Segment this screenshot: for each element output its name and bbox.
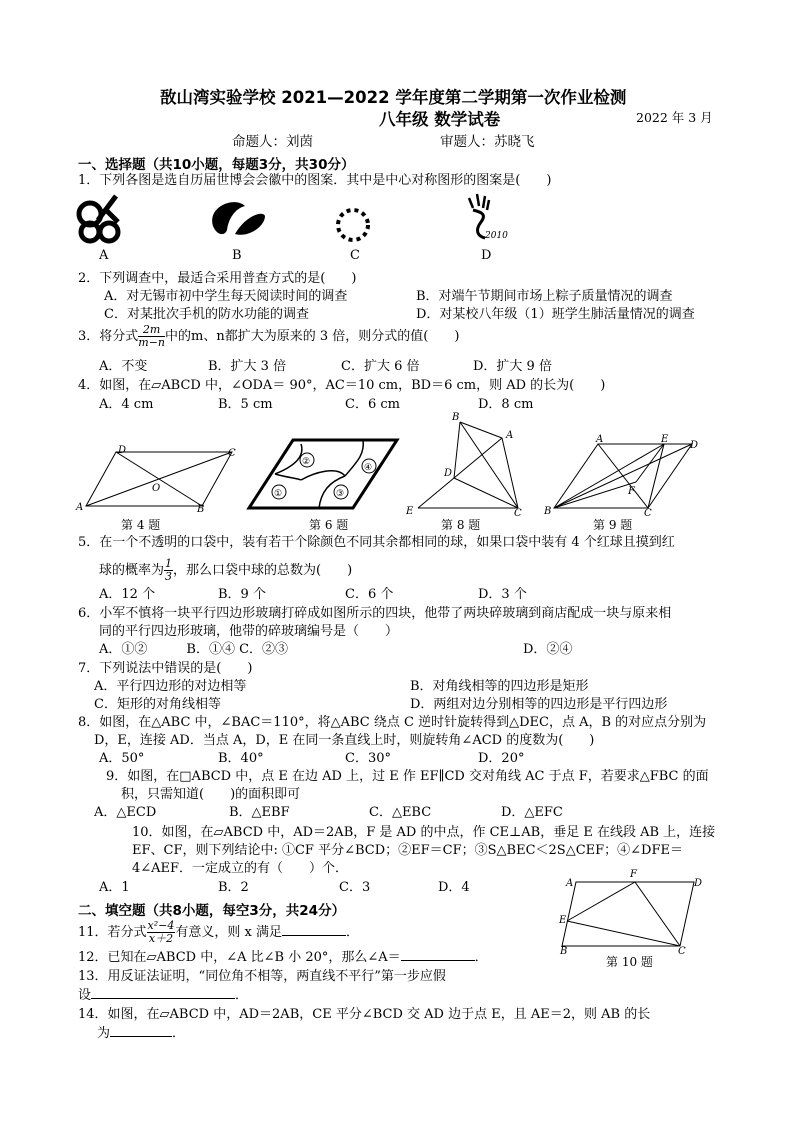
fig9-label-a: A — [596, 434, 604, 445]
q8-option-a: A．50° — [99, 751, 145, 766]
q11-frac-den: x＋2 — [148, 932, 174, 945]
question-3 — [78, 324, 459, 349]
fig4-label-d: D — [118, 445, 127, 456]
reviewer: 审题人：苏晓飞 — [440, 134, 535, 150]
question-7: 7．下列说法中错误的是( ) — [78, 661, 253, 676]
fig9-label-f: F — [628, 486, 635, 497]
q11-prefix: 11．若分式 — [78, 925, 147, 940]
q5-option-a: A．12 个 — [99, 587, 156, 602]
q2-option-d: D．对某校八年级（1）班学生肺活量情况的调查 — [416, 307, 695, 322]
fig10-label-b: B — [560, 946, 568, 957]
question-8-line-2: D，E，连接 AD．当点 A，D，E 在同一条直线上时，则旋转角∠ACD 的度数为( ) — [94, 733, 595, 748]
q1-logo-c-icon — [334, 206, 374, 246]
fig6-piece-1: ① — [274, 489, 283, 499]
q3-option-c: C．扩大 6 倍 — [341, 359, 420, 374]
q7-option-a: A．平行四边形的对边相等 — [94, 679, 247, 694]
q7-option-c: C．矩形的对角线相等 — [94, 697, 221, 712]
question-13-line-1: 13．用反证法证明，“同位角不相等，两直线不平行”第一步应假 — [78, 969, 446, 984]
page-subtitle: 八年级 数学试卷 — [379, 110, 501, 129]
q4-option-a: A．4 cm — [99, 397, 154, 412]
q1-label-a: A — [99, 248, 109, 263]
q14-answer-blank[interactable] — [110, 1036, 172, 1037]
fig4-label-a: A — [76, 502, 84, 513]
q12-end: ． — [474, 950, 488, 965]
q11-suffix: 有意义，则 x 满足 — [175, 925, 282, 940]
question-5-line-2 — [99, 558, 352, 583]
q1-logo-d-year: 2010 — [485, 231, 508, 241]
question-5-line-1: 5．在一个不透明的口袋中，装有若干个除颜色不同其余都相同的球，如果口袋中装有 4 个红球且摸到红 — [78, 535, 675, 550]
q10-option-b: B．2 — [218, 880, 249, 895]
q3-option-b: B．扩大 3 倍 — [208, 359, 287, 374]
q5-frac-num: 1 — [165, 557, 173, 570]
question-10-line-2: EF、CF，则下列结论中: ①CF 平分∠BCD；②EF＝CF；③S△BEC＜2S△CEF；④∠DFE＝ — [132, 843, 683, 858]
fig4-label-b: B — [197, 504, 205, 515]
q1-label-d: D — [481, 248, 492, 263]
question-11 — [78, 920, 359, 945]
question-14-line-1: 14．如图，在▱ABCD 中，AD＝2AB，CE 平分∠BCD 交 AD 边于点 E，且 AE＝2，则 AB 的长 — [78, 1007, 651, 1022]
q4-option-b: B．5 cm — [218, 397, 273, 412]
fig8-label-b: B — [452, 412, 460, 423]
q9-option-b: B．△EBF — [229, 805, 290, 820]
q2-option-a: A．对无锡市初中学生每天阅读时间的调查 — [104, 289, 348, 304]
q1-label-b: B — [232, 248, 242, 263]
question-6-line-1: 6．小军不慎将一块平行四边形玻璃打碎成如图所示的四块，他带了两块碎玻璃到商店配成一块与原来相 — [78, 606, 672, 621]
q4-option-d: D．8 cm — [478, 397, 534, 412]
q10-option-c: C．3 — [339, 880, 371, 895]
q5-suffix: ，那么口袋中球的总数为( ) — [173, 563, 353, 578]
question-10-line-3: 4∠AEF．一定成立的有（ ）个． — [132, 861, 349, 876]
q13-answer-blank[interactable] — [91, 998, 235, 999]
q7-option-b: B．对角线相等的四边形是矩形 — [410, 679, 589, 694]
fig8-label-c: C — [514, 508, 522, 519]
q1-label-c: C — [350, 248, 360, 263]
fig10-label-e: E — [559, 915, 567, 926]
fig6-caption: 第 6 题 — [309, 518, 349, 532]
q12-text: 12．已知在▱ABCD 中，∠A 比∠B 小 20°，那么∠A＝ — [78, 950, 401, 965]
fig4-label-o: O — [152, 483, 161, 494]
q2-option-b: B．对端午节期间市场上粽子质量情况的调查 — [416, 289, 673, 304]
fig6-piece-4: ④ — [364, 463, 373, 473]
fig10-label-c: C — [678, 946, 686, 957]
q8-option-c: C．30° — [345, 751, 391, 766]
fig9-label-c: C — [644, 508, 652, 519]
q9-option-d: D．△EFC — [501, 805, 563, 820]
fig10-label-f: F — [630, 869, 637, 880]
q3-fraction — [138, 324, 165, 349]
fig9-label-b: B — [544, 506, 552, 517]
q5-prefix: 球的概率为 — [99, 563, 165, 578]
q3-frac-den: m−n — [138, 336, 166, 349]
q10-option-d: D．4 — [438, 880, 470, 895]
q13-end: ． — [235, 988, 249, 1003]
author: 命题人：刘茵 — [232, 134, 313, 150]
section-heading-fill: 二、填空题（共8小题，每空3分，共24分） — [78, 903, 346, 919]
q13-prefix: 设 — [78, 988, 92, 1003]
fig6-piece-3: ③ — [336, 489, 345, 499]
q5-fraction — [164, 558, 173, 583]
q5-frac-den: 3 — [165, 570, 173, 583]
fig4-label-c: C — [228, 448, 236, 459]
q14-prefix: 为 — [97, 1026, 111, 1041]
question-9-line-1: 9．如图，在□ABCD 中，点 E 在边 AD 上，过 E 作 EF∥CD 交对角线 AC 于点 F，若要求△FBC 的面 — [106, 769, 709, 784]
fig9-label-d: D — [690, 440, 699, 451]
figure-10 — [556, 866, 716, 956]
question-13-line-2 — [78, 987, 248, 1005]
q12-answer-blank[interactable] — [401, 960, 475, 961]
q11-end: ． — [346, 925, 360, 940]
figure-4 — [74, 440, 244, 515]
question-2: 2．下列调查中，最适合采用普查方式的是( ) — [78, 271, 357, 286]
q11-fraction — [147, 920, 176, 945]
question-8-line-1: 8．如图，在△ABC 中，∠BAC＝110°，将△ABC 绕点 C 逆时针旋转得到△DEC，点 A，B 的对应点分别为 — [78, 715, 707, 730]
q1-logo-b-icon — [205, 196, 267, 242]
exam-date: 2022 年 3 月 — [636, 110, 713, 125]
question-6-line-2: 同的平行四边形玻璃，他带的碎玻璃编号是（ ） — [99, 624, 399, 639]
q2-option-c: C．对某批次手机的防水功能的调查 — [104, 307, 309, 322]
q10-option-a: A．1 — [99, 880, 130, 895]
q3-frac-num: 2m — [138, 324, 165, 337]
q8-option-b: B．40° — [218, 751, 264, 766]
q11-answer-blank[interactable] — [282, 935, 346, 936]
fig9-label-e: E — [661, 434, 669, 445]
q8-option-d: D．20° — [478, 751, 525, 766]
q3-option-a: A．不变 — [99, 359, 148, 374]
figure-8 — [404, 410, 534, 519]
fig8-label-d: D — [444, 468, 453, 479]
fig10-label-d: D — [694, 878, 703, 889]
q3-option-d: D．扩大 9 倍 — [473, 359, 552, 374]
q4-option-c: C．6 cm — [345, 397, 400, 412]
question-9-line-2: 积，只需知道( )的面积即可 — [121, 787, 301, 802]
q6-options-abc: A．①② B．①④ C．②③ — [99, 642, 289, 657]
q1-logo-a-icon — [76, 192, 136, 247]
q3-suffix: 中的m、n都扩大为原来的 3 倍，则分式的值( ) — [165, 329, 460, 344]
fig8-label-e: E — [406, 506, 414, 517]
q9-option-a: A．△ECD — [94, 805, 157, 820]
q6-option-d: D．②④ — [523, 642, 573, 657]
q14-end: ． — [172, 1026, 186, 1041]
q9-option-c: C．△EBC — [369, 805, 432, 820]
figure-6 — [245, 436, 405, 516]
fig10-label-a: A — [566, 878, 574, 889]
question-14-line-2 — [97, 1025, 185, 1043]
fig9-caption: 第 9 题 — [593, 518, 633, 532]
fig8-caption: 第 8 题 — [441, 518, 481, 532]
fig6-piece-2: ② — [302, 457, 311, 467]
fig10-caption: 第 10 题 — [606, 955, 653, 969]
q5-option-d: D．3 个 — [478, 587, 527, 602]
q5-option-b: B．9 个 — [218, 587, 266, 602]
page-title: 敔山湾实验学校 2021—2022 学年度第二学期第一次作业检测 — [160, 88, 627, 107]
figure-9 — [540, 432, 710, 517]
q3-prefix: 3．将分式 — [78, 329, 139, 344]
question-12 — [78, 949, 488, 967]
fig8-label-a: A — [506, 430, 514, 441]
q5-option-c: C．6 个 — [345, 587, 394, 602]
q11-frac-num: x²−4 — [147, 919, 175, 932]
question-4: 4．如图，在▱ABCD 中，∠ODA＝ 90°，AC＝10 cm，BD＝6 cm，则 AD 的长为( ) — [78, 378, 606, 393]
q7-option-d: D．两组对边分别相等的四边形是平行四边形 — [410, 697, 668, 712]
section-heading-choice: 一、选择题（共10小题，每题3分，共30分） — [78, 157, 355, 173]
question-10-line-1: 10．如图，在▱ABCD 中，AD＝2AB，F 是 AD 的中点，作 CE⊥AB，垂足 E 在线段 AB 上，连接 — [132, 825, 716, 840]
question-1: 1．下列各图是选自历届世博会会徽中的图案．其中是中心对称图形的图案是( ) — [78, 173, 552, 188]
fig4-caption: 第 4 题 — [121, 518, 161, 532]
